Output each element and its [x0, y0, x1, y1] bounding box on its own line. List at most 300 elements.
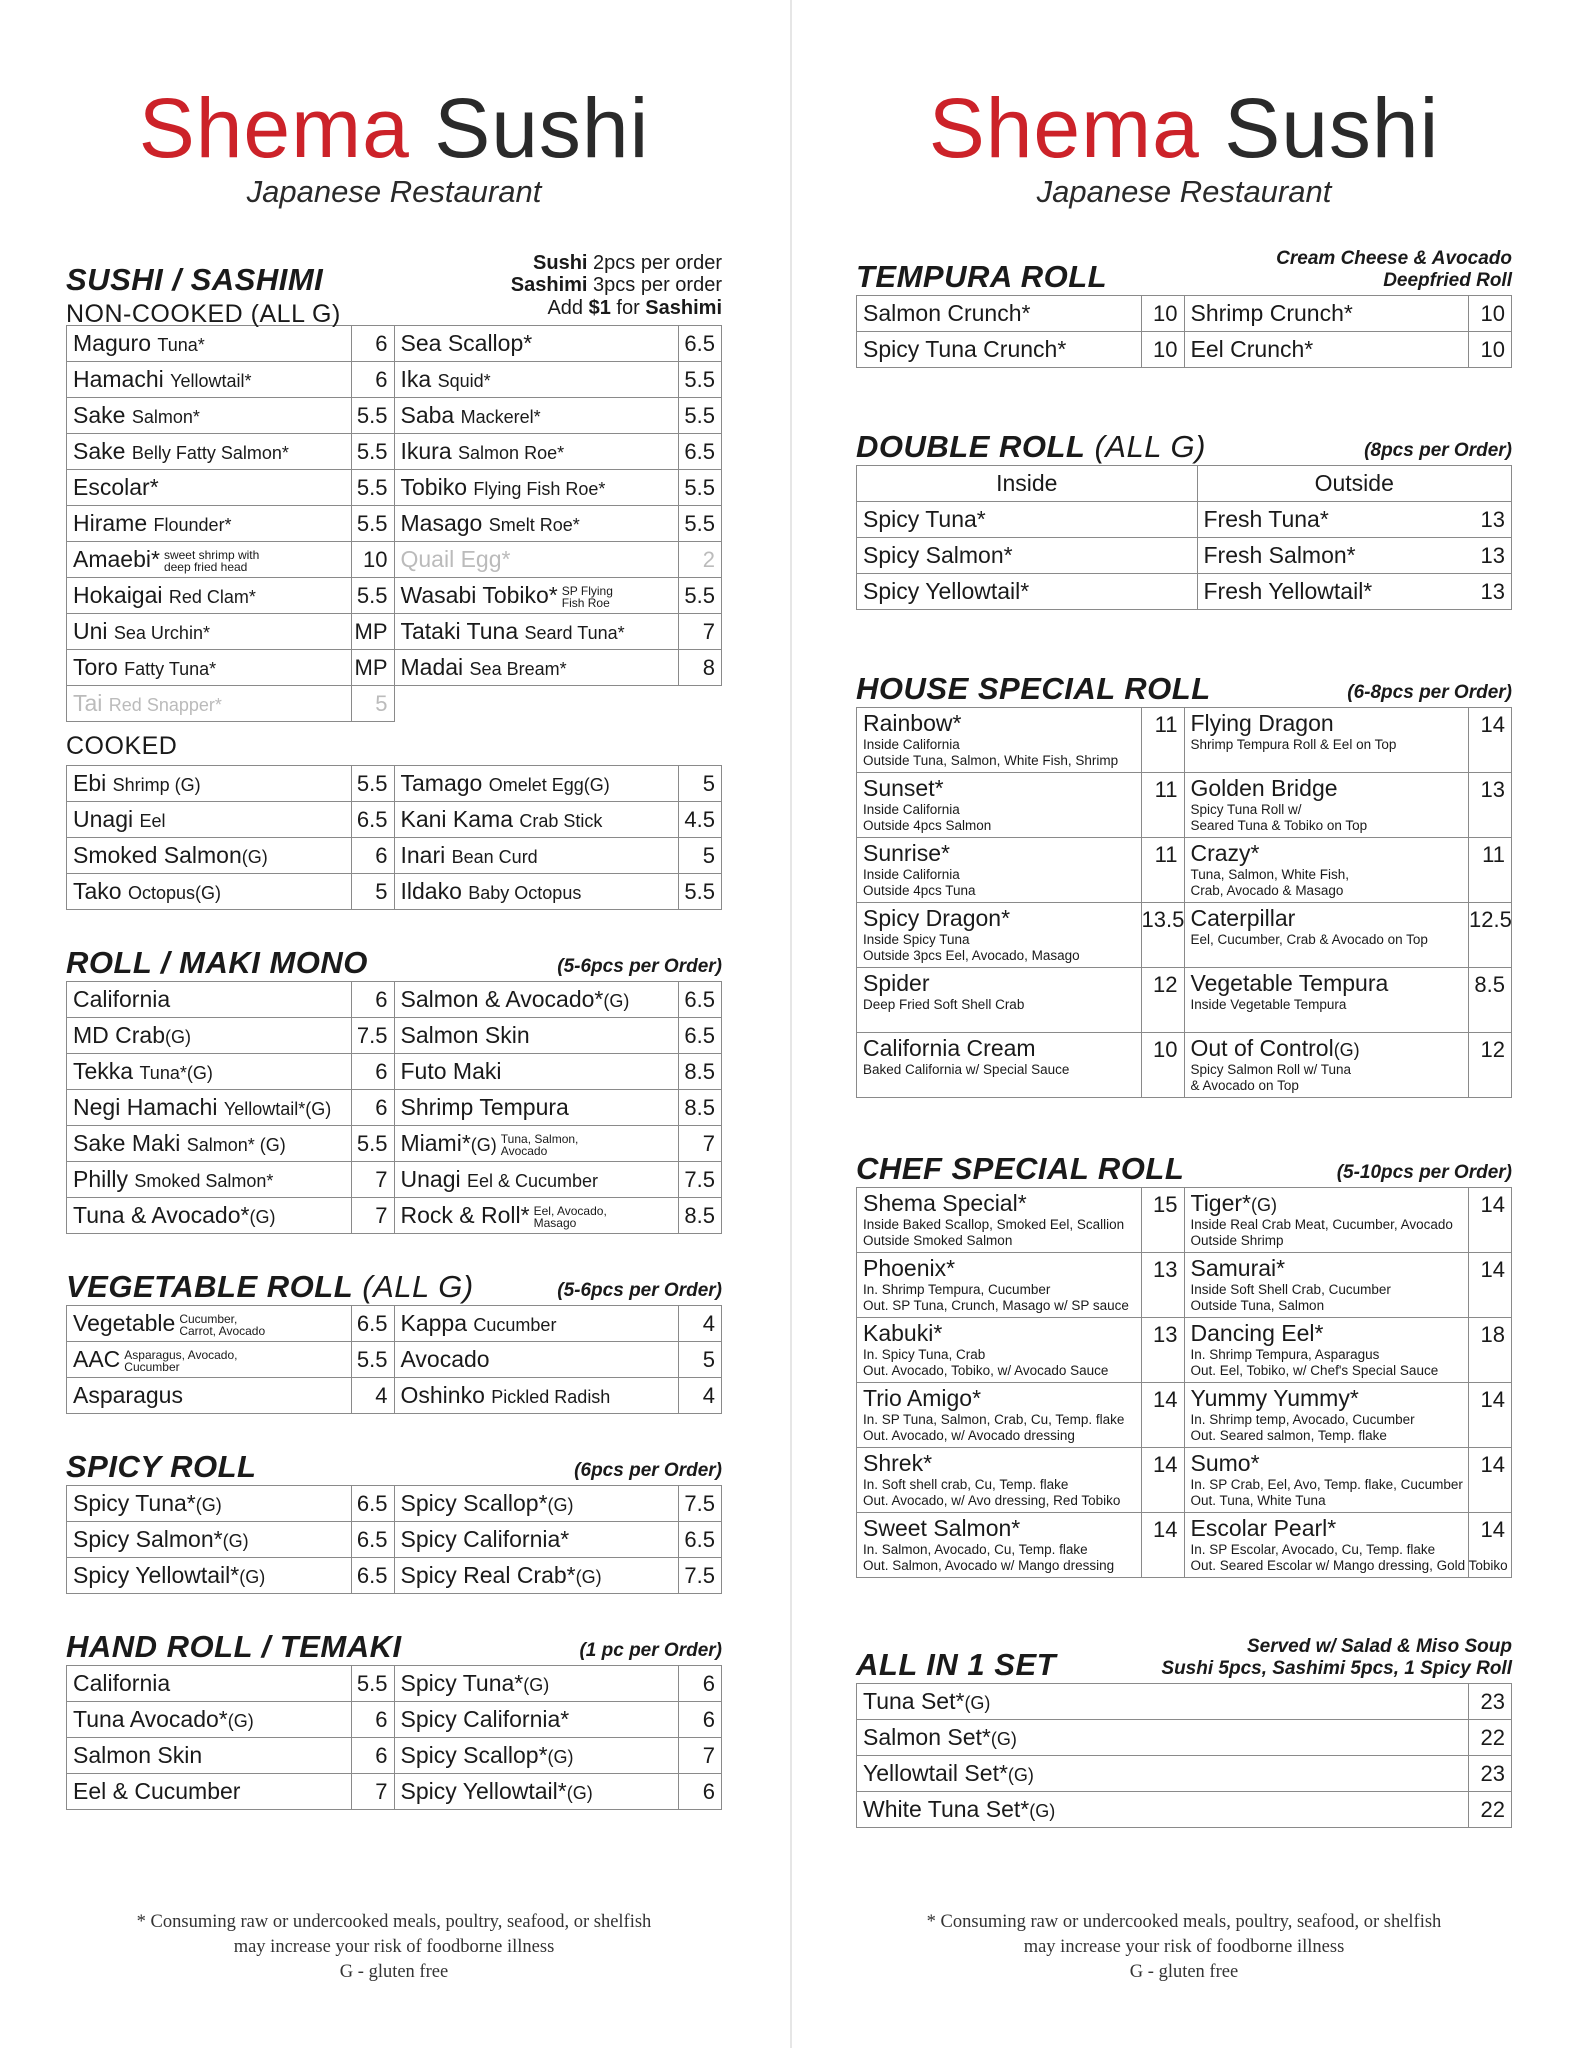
restaurant-name: Shema Sushi [928, 81, 1440, 175]
item-name: Dancing Eel* [1190, 1320, 1324, 1346]
item-name: Philly [73, 1166, 128, 1193]
item-price: 11 [1141, 838, 1184, 903]
menu-item [67, 1126, 352, 1162]
item-subtitle: Red Snapper* [108, 695, 222, 716]
item-subtitle: (G) [964, 1693, 991, 1713]
section-title: ROLL / MAKI MONO [66, 945, 368, 981]
table-row [67, 766, 722, 802]
item-name: Kani Kama [400, 806, 514, 833]
menu-item [394, 1342, 679, 1378]
item-name: Sunset* [863, 775, 944, 801]
item-price: 22 [1469, 1720, 1512, 1756]
item-description: In. Spicy Tuna, Crab [863, 1347, 986, 1362]
item-price: 6 [351, 1054, 394, 1090]
item-name: Negi Hamachi [73, 1094, 218, 1121]
item-note [501, 1133, 579, 1157]
spicy-section-header [66, 1449, 722, 1485]
item-price: 5.5 [679, 874, 722, 910]
item-subtitle: Baby Octopus [468, 883, 582, 904]
item-price: 14 [1469, 1513, 1512, 1578]
menu-item [67, 434, 352, 470]
menu-item [394, 470, 679, 506]
item-price: 13 [1354, 574, 1511, 610]
item-name: Eel Crunch* [1190, 336, 1314, 362]
item-name: White Tuna Set* [863, 1796, 1030, 1822]
menu-item [857, 1033, 1142, 1098]
menu-item [67, 1306, 352, 1342]
item-name: Shema Special* [863, 1190, 1027, 1216]
item-name: Spicy Tuna Crunch* [863, 336, 1067, 362]
item-price: 5.5 [351, 766, 394, 802]
item-name: Rock & Roll* [400, 1202, 530, 1229]
menu-item [394, 542, 679, 578]
table-row [67, 1342, 722, 1378]
item-name: Out of Control [1190, 1035, 1334, 1061]
item-price: 7.5 [679, 1486, 722, 1522]
item-name: Masago [400, 510, 483, 537]
item-price: 4 [679, 1378, 722, 1414]
item-name: Oshinko [400, 1382, 485, 1409]
item-name: California [73, 986, 171, 1013]
table-row [67, 982, 722, 1018]
noncooked-label: NON-COOKED (ALL G) [66, 300, 341, 328]
item-name: Asparagus [73, 1382, 183, 1409]
brand-header-right [856, 81, 1512, 210]
table-row [67, 614, 722, 650]
table-row [67, 1018, 722, 1054]
menu-item [67, 1342, 352, 1378]
item-price: 7 [679, 614, 722, 650]
table-row [67, 1522, 722, 1558]
item-name: Tuna & Avocado* [73, 1202, 250, 1229]
item-note-line: Asparagus, Avocado, [124, 1348, 238, 1363]
page-divider [790, 0, 792, 2048]
menu-item [1184, 903, 1469, 968]
item-description: Inside California [863, 737, 960, 752]
menu-item [394, 982, 679, 1018]
item-price: 5.5 [679, 362, 722, 398]
item-description: Spicy Tuna Roll w/ [1190, 802, 1302, 817]
item-subtitle: (G) [241, 847, 268, 868]
item-subtitle: (G) [195, 1495, 222, 1516]
item-subtitle: Sea Urchin* [113, 623, 210, 644]
item-description: Seared Tuna & Tobiko on Top [1190, 817, 1368, 833]
cooked-table [66, 765, 722, 910]
item-price: 5.5 [679, 398, 722, 434]
menu-item [67, 686, 352, 722]
menu-item [1184, 332, 1469, 368]
chef-section-header [856, 1152, 1512, 1184]
outside-item: Fresh Salmon* [1197, 538, 1354, 574]
item-name: Salmon Skin [400, 1022, 530, 1049]
item-name: Golden Bridge [1190, 775, 1338, 801]
item-price: 6.5 [679, 1018, 722, 1054]
item-subtitle: (G) [1251, 1195, 1277, 1215]
menu-item [67, 506, 352, 542]
item-price: 14 [1141, 1448, 1184, 1513]
table-row [67, 1738, 722, 1774]
menu-item [857, 1792, 1469, 1828]
table-row [67, 1378, 722, 1414]
table-row [857, 1792, 1512, 1828]
veg-section-header [66, 1269, 722, 1305]
double-table [856, 465, 1512, 610]
table-row [857, 296, 1512, 332]
menu-item [394, 578, 679, 614]
footer-right: * Consuming raw or undercooked meals, poultry, seafood, or shelfish may increase your risk of foodborne illness G - gluten free [926, 1912, 1442, 1982]
table-row [857, 1188, 1512, 1253]
item-description: Out. Eel, Tobiko, w/ Chef's Special Sauce [1190, 1362, 1439, 1378]
item-price: 8.5 [679, 1198, 722, 1234]
item-name: Sweet Salmon* [863, 1515, 1021, 1541]
item-price: 12 [1469, 1033, 1512, 1098]
item-description: Out. SP Tuna, Crunch, Masago w/ SP sauce [863, 1297, 1129, 1313]
table-row [857, 1756, 1512, 1792]
section-note: (5-10pcs per Order) [1336, 1162, 1512, 1184]
menu-item [67, 1702, 352, 1738]
item-subtitle: Mackerel* [460, 407, 541, 428]
outside-item: Fresh Tuna* [1197, 502, 1354, 538]
menu-item [857, 296, 1142, 332]
table-row [67, 1702, 722, 1738]
item-subtitle: Belly Fatty Salmon* [131, 443, 289, 464]
item-price: MP [351, 650, 394, 686]
item-name: Ildako [400, 878, 462, 905]
item-price: 5 [679, 838, 722, 874]
item-description: Outside Smoked Salmon [863, 1232, 1013, 1248]
menu-item [1184, 968, 1469, 1033]
menu-item [1184, 1448, 1469, 1513]
item-price: 5 [351, 874, 394, 910]
item-subtitle: Bean Curd [451, 847, 538, 868]
section-note: (1 pc per Order) [579, 1640, 722, 1662]
item-price: 4.5 [679, 802, 722, 838]
item-price: 14 [1469, 708, 1512, 773]
menu-item [67, 766, 352, 802]
menu-item [67, 1198, 352, 1234]
item-subtitle: (G) [165, 1027, 192, 1048]
item-name: Spicy Yellowtail* [73, 1562, 240, 1589]
item-name: Spicy Salmon* [73, 1526, 223, 1553]
item-price: 5.5 [351, 578, 394, 614]
item-price: 6.5 [351, 1558, 394, 1594]
table-row [857, 1033, 1512, 1098]
menu-item [394, 1558, 679, 1594]
item-note-line: Cucumber, [179, 1312, 238, 1327]
table-row [67, 838, 722, 874]
menu-item [394, 874, 679, 910]
table-row [857, 708, 1512, 773]
item-name: Tai [73, 690, 103, 717]
menu-item [857, 1448, 1142, 1513]
table-row [857, 968, 1512, 1033]
item-name: Tiger* [1190, 1190, 1251, 1216]
table-row [67, 578, 722, 614]
item-subtitle: Squid* [437, 371, 491, 392]
item-price: 8 [679, 650, 722, 686]
item-name: Tobiko [400, 474, 467, 501]
section-note: (8pcs per Order) [1364, 440, 1512, 462]
menu-item [394, 614, 679, 650]
double-section-header [856, 430, 1512, 462]
menu-item [394, 1162, 679, 1198]
item-name: Yellowtail Set* [863, 1760, 1008, 1786]
menu-item [394, 1126, 679, 1162]
item-price: MP [351, 614, 394, 650]
item-note-line: Cucumber [124, 1360, 180, 1375]
menu-item [1184, 773, 1469, 838]
menu-item [394, 1306, 679, 1342]
item-price: 6 [679, 1774, 722, 1810]
footer-left: * Consuming raw or undercooked meals, poultry, seafood, or shelfish may increase your risk of foodborne illness G - gluten free [136, 1912, 652, 1982]
inside-item: Spicy Yellowtail* [857, 574, 1198, 610]
item-name: Spicy Tuna* [400, 1670, 524, 1697]
item-name: Toro [73, 654, 118, 681]
item-description: & Avocado on Top [1190, 1077, 1299, 1093]
table-row [67, 1666, 722, 1702]
section-title: SUSHI / SASHIMI [66, 262, 324, 297]
table-row [67, 1090, 722, 1126]
item-name: Ika [400, 366, 432, 393]
item-price: 11 [1469, 838, 1512, 903]
table-row [67, 1198, 722, 1234]
item-price: 5 [351, 686, 394, 722]
item-price: 23 [1469, 1684, 1512, 1720]
table-row [67, 326, 722, 362]
section-note: (6-8pcs per Order) [1347, 682, 1512, 704]
item-subtitle: (G) [239, 1567, 266, 1588]
item-note [124, 1349, 237, 1373]
table-row [857, 838, 1512, 903]
item-name: California Cream [863, 1035, 1036, 1061]
item-name: Amaebi* [73, 546, 160, 573]
menu-item [67, 362, 352, 398]
item-name: California [73, 1670, 171, 1697]
item-name: Shrek* [863, 1450, 933, 1476]
item-subtitle: Octopus(G) [127, 883, 222, 904]
item-subtitle: (G) [523, 1675, 550, 1696]
item-description: Spicy Salmon Roll w/ Tuna [1190, 1062, 1352, 1077]
item-price: 2 [679, 542, 722, 578]
item-subtitle: Flying Fish Roe* [473, 479, 606, 500]
item-name: Spicy Yellowtail* [400, 1778, 567, 1805]
item-description: In. SP Escolar, Avocado, Cu, Temp. flake [1190, 1542, 1436, 1557]
section-title: HAND ROLL / TEMAKI [66, 1629, 402, 1665]
section-title: DOUBLE ROLL (ALL G) [856, 429, 1206, 464]
menu-item [394, 1090, 679, 1126]
table-row [67, 1306, 722, 1342]
left-menu-page [66, 0, 722, 1982]
spicy-table [66, 1485, 722, 1594]
item-name: Caterpillar [1190, 905, 1296, 931]
item-name: Sake Maki [73, 1130, 181, 1157]
section-note: (5-6pcs per Order) [557, 1280, 722, 1302]
item-subtitle: (G) [1029, 1801, 1056, 1821]
menu-item [857, 1720, 1469, 1756]
item-price: 14 [1141, 1383, 1184, 1448]
item-subtitle: Tuna*(G) [139, 1063, 213, 1084]
item-price: 14 [1469, 1383, 1512, 1448]
item-description: In. Shrimp Tempura, Cucumber [863, 1282, 1051, 1297]
section-title: VEGETABLE ROLL (ALL G) [66, 1269, 474, 1305]
item-description: Inside California [863, 867, 960, 882]
menu-item [857, 1684, 1469, 1720]
menu-item [394, 1522, 679, 1558]
item-price: 22 [1469, 1792, 1512, 1828]
item-name: Uni [73, 618, 108, 645]
item-name: Spicy California* [400, 1706, 570, 1733]
item-name: Hokaigai [73, 582, 163, 609]
item-note-line: SP Flying [561, 584, 613, 599]
item-name: Futo Maki [400, 1058, 502, 1085]
item-subtitle: Red Clam* [168, 587, 256, 608]
item-note-line: sweet shrimp with [163, 548, 260, 563]
item-name: Tuna Avocado* [73, 1706, 228, 1733]
item-name: Madai [400, 654, 464, 681]
item-price: 5.5 [351, 1126, 394, 1162]
item-name: Sake [73, 402, 126, 429]
menu-item [67, 982, 352, 1018]
item-name: Salmon Crunch* [863, 300, 1031, 326]
menu-item [67, 326, 352, 362]
menu-item [394, 766, 679, 802]
item-price: 23 [1469, 1756, 1512, 1792]
table-row [857, 1513, 1512, 1578]
item-note [562, 585, 613, 609]
item-price: 13 [1354, 538, 1511, 574]
item-name: Sunrise* [863, 840, 950, 866]
item-subtitle: (G) [227, 1711, 254, 1732]
item-price: 11 [1141, 708, 1184, 773]
hand-section-header [66, 1629, 722, 1665]
item-price: 6.5 [679, 434, 722, 470]
item-note [534, 1205, 607, 1229]
menu-item [394, 650, 679, 686]
table-row [857, 1383, 1512, 1448]
menu-item [67, 1738, 352, 1774]
item-name: Shrimp Crunch* [1190, 300, 1353, 326]
cooked-label: COOKED [66, 732, 178, 761]
item-name: Rainbow* [863, 710, 962, 736]
menu-item [1184, 1188, 1469, 1253]
section-note: Cream Cheese & Avocado Deepfried Roll [1276, 248, 1512, 292]
item-subtitle: Fatty Tuna* [124, 659, 217, 680]
item-subtitle: Yellowtail* [170, 371, 252, 392]
item-note [164, 549, 259, 573]
menu-item [394, 802, 679, 838]
item-name: Sumo* [1190, 1450, 1260, 1476]
menu-item [67, 1522, 352, 1558]
item-name: Phoenix* [863, 1255, 956, 1281]
item-price: 7 [351, 1198, 394, 1234]
item-price: 6 [351, 362, 394, 398]
item-name: Escolar Pearl* [1190, 1515, 1337, 1541]
item-subtitle: (G) [249, 1207, 276, 1228]
item-subtitle: Salmon* [131, 407, 200, 428]
menu-item [67, 650, 352, 686]
item-price: 8.5 [1469, 968, 1512, 1033]
section-note: (5-6pcs per Order) [557, 956, 722, 978]
table-row [67, 542, 722, 578]
item-subtitle: Smelt Roe* [488, 515, 580, 536]
menu-item [394, 1702, 679, 1738]
item-price: 5.5 [351, 506, 394, 542]
item-description: Out. Tuna, White Tuna [1190, 1492, 1326, 1508]
menu-item [67, 614, 352, 650]
item-name: Ikura [400, 438, 452, 465]
sushi-pricing-note: Sushi 2pcs per order Sashimi 3pcs per order Add $1 for Sashimi [510, 252, 722, 319]
table-row [67, 802, 722, 838]
item-price: 6 [351, 1738, 394, 1774]
menu-item [67, 470, 352, 506]
item-name: AAC [73, 1346, 121, 1373]
menu-item [394, 1666, 679, 1702]
menu-item [67, 838, 352, 874]
menu-item [394, 506, 679, 542]
item-name: Unagi [400, 1166, 461, 1193]
item-name: Salmon Set* [863, 1724, 991, 1750]
menu-item [394, 434, 679, 470]
item-price: 10 [1141, 1033, 1184, 1098]
outside-item: Fresh Yellowtail* [1197, 574, 1354, 610]
menu-item [394, 398, 679, 434]
menu-item [67, 1054, 352, 1090]
table-row [67, 1558, 722, 1594]
menu-item [394, 362, 679, 398]
item-price: 6.5 [679, 982, 722, 1018]
item-description: Inside Soft Shell Crab, Cucumber [1190, 1282, 1391, 1297]
item-subtitle: Sea Bream* [469, 659, 567, 680]
item-subtitle: Eel & Cucumber [467, 1171, 599, 1192]
item-description: Deep Fried Soft Shell Crab [863, 997, 1025, 1012]
item-price: 13 [1469, 773, 1512, 838]
menu-item [394, 838, 679, 874]
item-name: Tekka [73, 1058, 134, 1085]
menu-item [394, 1774, 679, 1810]
item-subtitle: (G) [603, 991, 630, 1012]
menu-item [1184, 1318, 1469, 1383]
item-price: 10 [351, 542, 394, 578]
item-description: Inside Real Crab Meat, Cucumber, Avocado [1190, 1217, 1453, 1232]
menu-item [67, 1378, 352, 1414]
item-name: Salmon Skin [73, 1742, 203, 1769]
item-price: 12.5 [1469, 903, 1512, 968]
table-row [67, 362, 722, 398]
menu-item [857, 1383, 1142, 1448]
menu-item [857, 1253, 1142, 1318]
menu-item [1184, 838, 1469, 903]
menu-item [857, 1756, 1469, 1792]
item-name: Vegetable Tempura [1190, 970, 1389, 996]
tempura-table [856, 295, 1512, 368]
menu-item [67, 542, 352, 578]
item-subtitle: (G) [1007, 1765, 1034, 1785]
item-name: Shrimp Tempura [400, 1094, 569, 1121]
item-note-line: Eel, Avocado, [533, 1204, 607, 1219]
menu-item [394, 1018, 679, 1054]
item-subtitle: (G) [575, 1567, 602, 1588]
menu-item [857, 968, 1142, 1033]
item-name: Spider [863, 970, 930, 996]
menu-item [857, 708, 1142, 773]
item-name: Tuna Set* [863, 1688, 965, 1714]
item-name: Crazy* [1190, 840, 1260, 866]
item-description: Out. Seared Escolar w/ Mango dressing, Gold Tobiko [1190, 1557, 1508, 1573]
item-name: Yummy Yummy* [1190, 1385, 1359, 1411]
item-price: 10 [1469, 332, 1512, 368]
item-description: Crab, Avocado & Masago [1190, 882, 1344, 898]
item-price: 12 [1141, 968, 1184, 1033]
